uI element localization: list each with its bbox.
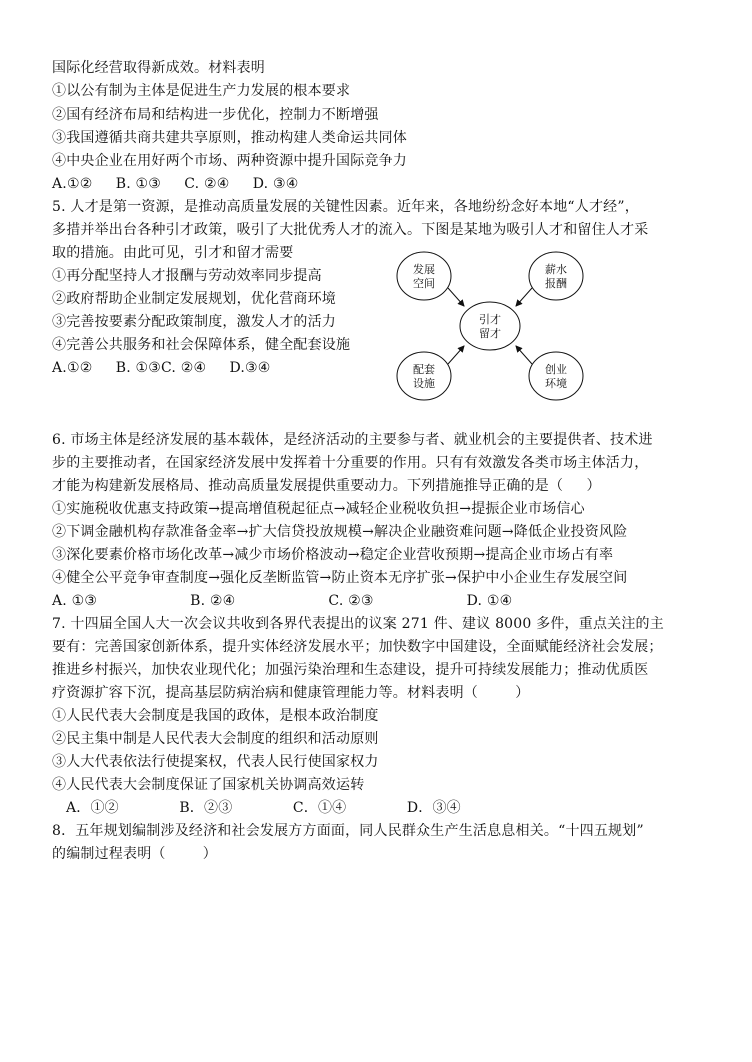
- arrow-top-left: [448, 288, 464, 306]
- q6-stem-line-1: 6. 市场主体是经济发展的基本载体，是经济活动的主要参与者、就业机会的主要提供者、技术进: [52, 432, 653, 448]
- q4-answers: A.①② B. ①③ C. ②④ D. ③④: [52, 176, 299, 192]
- q5-stem-line-3: 取的措施。由此可见，引才和留才需要: [52, 245, 294, 261]
- q7-option-1: ①人民代表大会制度是我国的政体，是根本政治制度: [52, 708, 379, 724]
- q5-stem-line-2: 多措并举出台各种引才政策，吸引了大批优秀人才的流入。下图是某地为吸引人才和留住人才采: [52, 222, 649, 238]
- q4-option-2: ②国有经济布局和结构进一步优化，控制力不断增强: [52, 107, 379, 123]
- q7-stem-line-4: 疗资源扩容下沉，提高基层防病治病和健康管理能力等。材料表明（ ）: [52, 685, 530, 701]
- node-top-left-circle: [397, 252, 451, 300]
- q4-option-1: ①以公有制为主体是促进生产力发展的根本要求: [52, 83, 351, 99]
- node-bottom-right-line-2: 环境: [545, 377, 567, 390]
- node-center-circle: [460, 302, 520, 350]
- q5-option-2: ②政府帮助企业制定发展规划，优化营商环境: [52, 291, 336, 307]
- q6-option-2: ②下调金融机构存款准备金率→扩大信贷投放规模→解决企业融资难问题→降低企业投资风险: [52, 524, 628, 540]
- q7-stem-line-2: 要有：完善国家创新体系，提升实体经济发展水平；加快数字中国建设，全面赋能经济社会发展；: [52, 639, 663, 655]
- q5-option-4: ④完善公共服务和社会保障体系，健全配套设施: [52, 337, 351, 353]
- talent-diagram: [390, 248, 600, 404]
- q6-stem-line-2: 步的主要推动者，在国家经济发展中发挥着十分重要的作用。只有有效激发各类市场主体活力，: [52, 455, 649, 471]
- arrow-bottom-left: [448, 346, 464, 364]
- node-top-right-line-2: 报酬: [545, 277, 567, 290]
- q5-option-1: ①再分配坚持人才报酬与劳动效率同步提高: [52, 268, 322, 284]
- q5-option-3: ③完善按要素分配政策制度，激发人才的活力: [52, 314, 336, 330]
- q6-option-3: ③深化要素价格市场化改革→减少市场价格波动→稳定企业营收预期→提高企业市场占有率: [52, 547, 614, 563]
- q4-option-3: ③我国遵循共商共建共享原则，推动构建人类命运共同体: [52, 130, 407, 146]
- q6-option-1: ①实施税收优惠支持政策→提高增值税起征点→减轻企业税收负担→提振企业市场信心: [52, 501, 585, 517]
- q7-option-2: ②民主集中制是人民代表大会制度的组织和活动原则: [52, 731, 379, 747]
- q7-stem-line-1: 7. 十四届全国人大一次会议共收到各界代表提出的议案 271 件、建议 8000 多件，重点关注的主: [52, 616, 664, 632]
- q5-stem-line-1: 5. 人才是第一资源，是推动高质量发展的关键性因素。近年来，各地纷纷念好本地“人才经”，: [52, 199, 639, 215]
- node-bottom-right-line-1: 创业: [545, 363, 567, 376]
- node-bottom-right-circle: [529, 352, 583, 400]
- node-top-left-line-2: 空间: [413, 277, 435, 290]
- talent-diagram-svg: [390, 248, 600, 404]
- q4-option-4: ④中央企业在用好两个市场、两种资源中提升国际竞争力: [52, 153, 407, 169]
- node-bottom-left-circle: [397, 352, 451, 400]
- node-top-left-line-1: 发展: [413, 263, 435, 276]
- q6-answers: A. ①③ B. ②④ C. ②③ D. ①④: [52, 593, 513, 609]
- node-bottom-left-line-1: 配套: [413, 363, 435, 376]
- node-top-right-line-1: 薪水: [545, 263, 567, 276]
- q6-option-4: ④健全公平竞争审查制度→强化反垄断监管→防止资本无序扩张→保护中小企业生存发展空间: [52, 570, 628, 586]
- q4-stem-tail: 国际化经营取得新成效。材料表明: [52, 60, 265, 76]
- q8-stem-line-1: 8．五年规划编制涉及经济和社会发展方方面面，同人民群众生产生活息息相关。“十四五规划”: [52, 823, 644, 839]
- q7-option-3: ③人大代表依法行使提案权，代表人民行使国家权力: [52, 754, 379, 770]
- q5-answers: A.①② B. ①③C. ②④ D.③④: [52, 360, 271, 376]
- node-center-line-2: 留才: [479, 327, 501, 340]
- q6-stem-line-3: 才能为构建新发展格局、推动高质量发展提供重要动力。下列措施推导正确的是（ ）: [52, 478, 601, 494]
- q7-answers: A．①② B．②③ C．①④ D．③④: [52, 800, 461, 816]
- q7-option-4: ④人民代表大会制度保证了国家机关协调高效运转: [52, 777, 365, 793]
- q8-stem-line-2: 的编制过程表明（ ）: [52, 846, 218, 862]
- arrow-top-right: [516, 288, 532, 306]
- node-top-right-circle: [529, 252, 583, 300]
- node-bottom-left-line-2: 设施: [413, 377, 435, 390]
- node-center-line-1: 引才: [479, 313, 501, 326]
- q7-stem-line-3: 推进乡村振兴，加快农业现代化；加强污染治理和生态建设，提升可持续发展能力；推动优质医: [52, 662, 649, 678]
- arrow-bottom-right: [516, 346, 532, 364]
